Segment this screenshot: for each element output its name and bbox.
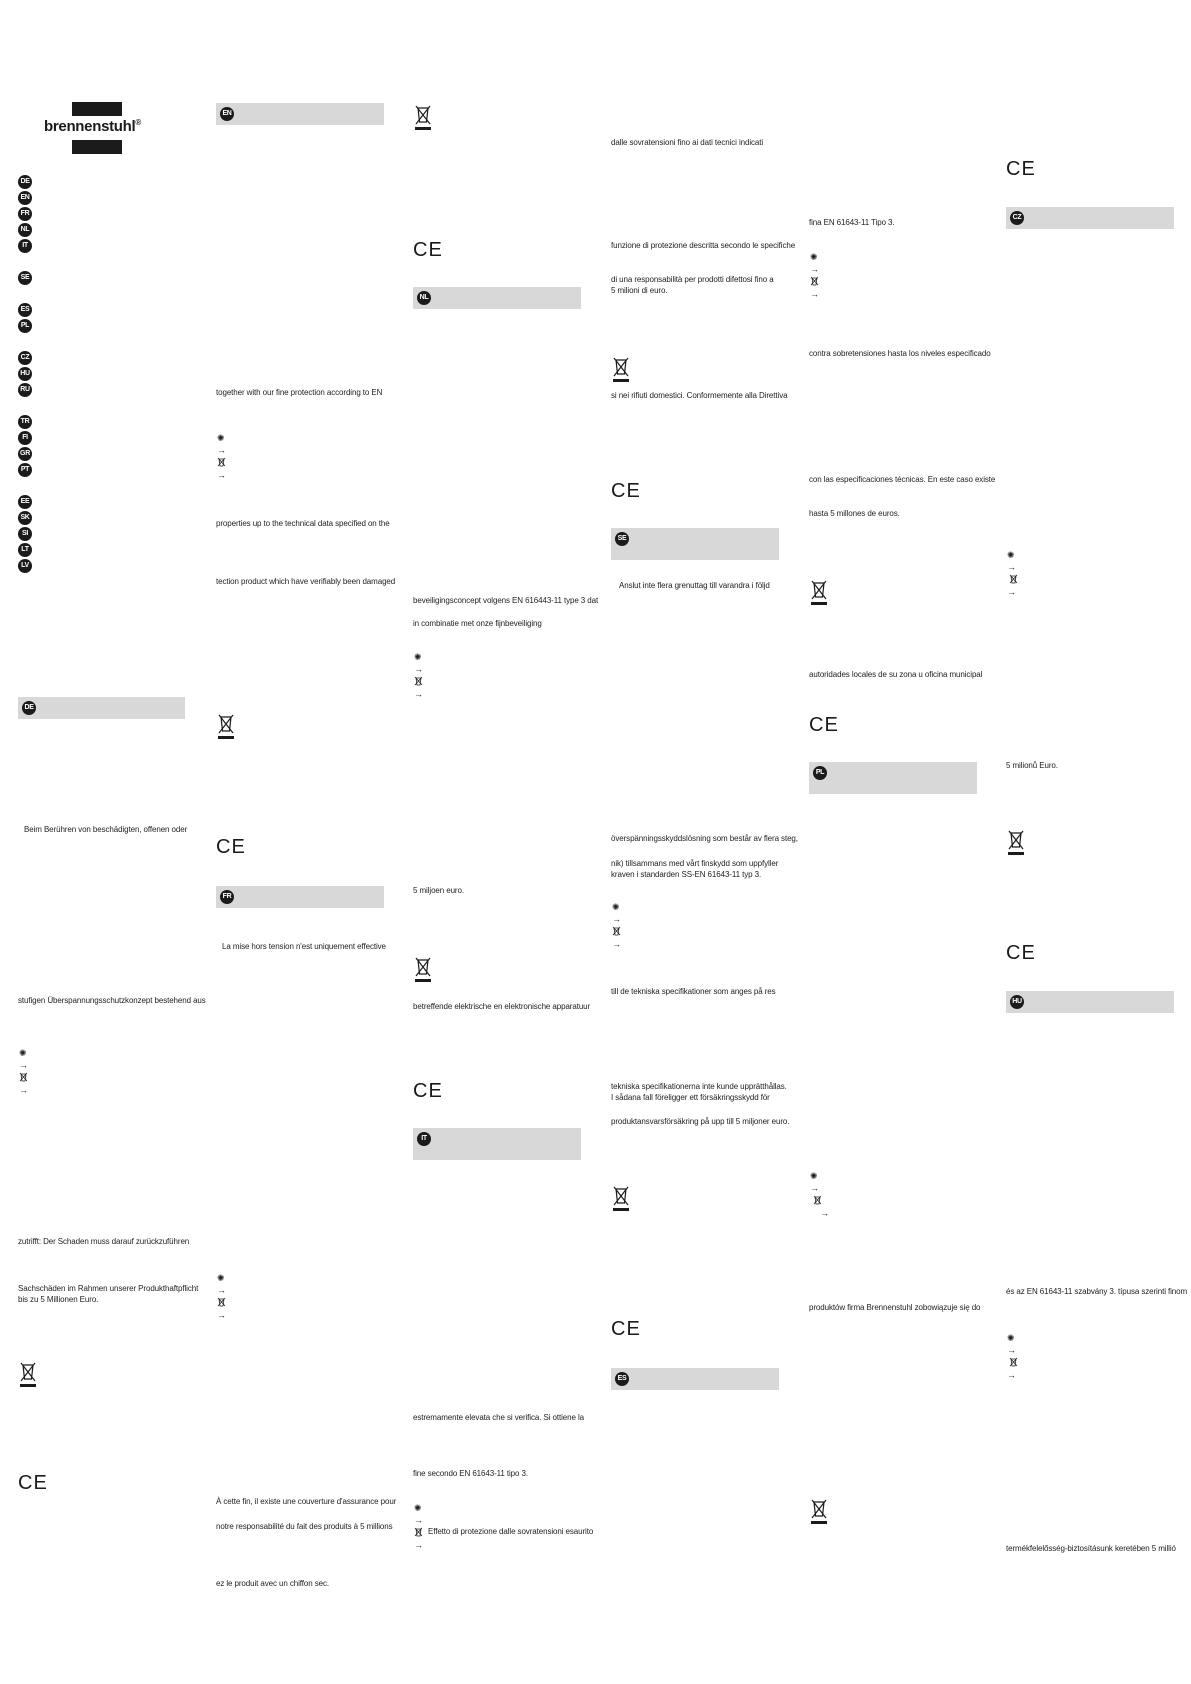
bulb-icon: ✺ <box>217 1273 225 1283</box>
pl-line-1: produktów firma Brennenstuhl zobowiązuje się do <box>809 1303 981 1312</box>
arrow-icon: → <box>1007 1345 1016 1355</box>
de-line-2: stufigen Überspannungsschutzkonzept bestehend aus <box>18 996 206 1005</box>
de-line-3: zutrifft: Der Schaden muss darauf zurückzuführen <box>18 1237 190 1246</box>
se-line-4: kraven i standarden SS-EN 61643-11 typ 3. <box>611 870 762 879</box>
ce-mark-icon: CE <box>216 836 246 858</box>
section-badge-it: IT <box>417 1132 431 1146</box>
section-header-en <box>216 103 384 125</box>
brand-logo <box>44 102 160 154</box>
lang-badge-tr[interactable]: TR <box>18 415 32 429</box>
fr-line-1: La mise hors tension n'est uniquement effective <box>222 942 386 951</box>
it-line-7: fine secondo EN 61643-11 tipo 3. <box>413 1469 528 1478</box>
section-badge-de: DE <box>22 701 36 715</box>
es-line-3: con las especificaciones técnicas. En este caso existe <box>809 475 996 484</box>
es-line-1: fina EN 61643-11 Tipo 3. <box>809 218 895 227</box>
lang-badge-de[interactable]: DE <box>18 175 32 189</box>
crossed-out-bin-icon <box>414 1527 423 1537</box>
crossed-out-bin-icon <box>1009 574 1018 584</box>
lang-badge-pl[interactable]: PL <box>18 319 32 333</box>
arrow-icon: → <box>612 914 621 924</box>
arrow-icon: → <box>414 1540 423 1550</box>
arrow-icon: → <box>810 264 819 274</box>
section-badge-pl: PL <box>813 766 827 780</box>
it-line-1: dalle sovratensioni fino ai dati tecnici indicati <box>611 138 764 147</box>
ce-mark-icon: CE <box>413 239 443 261</box>
lang-badge-si[interactable]: SI <box>18 527 32 541</box>
lang-badge-fi[interactable]: FI <box>18 431 32 445</box>
ce-mark-icon: CE <box>1006 942 1036 964</box>
bulb-icon: ✺ <box>414 652 422 662</box>
lang-badge-ee[interactable]: EE <box>18 495 32 509</box>
weee-bin-icon <box>18 1360 38 1388</box>
es-line-5: autoridades locales de su zona u oficina municipal <box>809 670 983 679</box>
arrow-icon: → <box>414 664 423 674</box>
it-line-5: si nei rifiuti domestici. Conformemente alla Direttiva <box>611 391 788 400</box>
arrow-icon: → <box>217 1285 226 1295</box>
it-line-4: 5 milioni di euro. <box>611 286 668 295</box>
se-line-3: nik) tillsammans med vårt finskydd som uppfyller <box>611 859 779 868</box>
section-header-it <box>413 1128 581 1160</box>
section-header-pl <box>809 762 977 794</box>
nl-line-3: 5 miljoen euro. <box>413 886 464 895</box>
fr-line-2: À cette fin, il existe une couverture d'assurance pour <box>216 1497 397 1506</box>
weee-bin-icon <box>809 1497 829 1525</box>
ce-mark-icon: CE <box>611 480 641 502</box>
section-header-cz <box>1006 207 1174 229</box>
section-header-fr <box>216 886 384 908</box>
section-header-es <box>611 1368 779 1390</box>
se-line-7: I sådana fall föreligger ett försäkringsskydd för <box>611 1093 770 1102</box>
arrow-icon: → <box>217 445 226 455</box>
se-line-2: överspänningsskyddslösning som består av flera steg, <box>611 834 798 843</box>
ce-mark-icon: CE <box>809 714 839 736</box>
en-line-3: tection product which have verifiably been damaged <box>216 577 396 586</box>
bulb-icon: ✺ <box>1007 550 1015 560</box>
weee-bin-icon <box>611 1184 631 1212</box>
arrow-icon: → <box>1007 1370 1016 1380</box>
lang-badge-se[interactable]: SE <box>18 271 32 285</box>
bulb-icon: ✺ <box>1007 1333 1015 1343</box>
weee-bin-icon <box>1006 828 1026 856</box>
en-line-2: properties up to the technical data specified on the <box>216 519 390 528</box>
lang-badge-ru[interactable]: RU <box>18 383 32 397</box>
bulb-icon: ✺ <box>217 433 225 443</box>
crossed-out-bin-icon <box>612 926 621 936</box>
cz-line-1: 5 milionů Euro. <box>1006 761 1058 770</box>
section-badge-es: ES <box>615 1372 629 1386</box>
arrow-icon: → <box>19 1060 28 1070</box>
lang-badge-es[interactable]: ES <box>18 303 32 317</box>
crossed-out-bin-icon <box>813 1195 822 1205</box>
arrow-icon: → <box>217 1310 226 1320</box>
lang-badge-pt[interactable]: PT <box>18 463 32 477</box>
section-badge-en: EN <box>220 107 234 121</box>
it-line-3: di una responsabilità per prodotti difettosi fino a <box>611 275 774 284</box>
bulb-icon: ✺ <box>414 1503 422 1513</box>
arrow-icon: → <box>820 1208 829 1218</box>
section-header-se <box>611 528 779 560</box>
lang-badge-en[interactable]: EN <box>18 191 32 205</box>
crossed-out-bin-icon <box>414 676 423 686</box>
ce-mark-icon: CE <box>611 1318 641 1340</box>
section-badge-nl: NL <box>417 291 431 305</box>
ce-mark-icon: CE <box>1006 158 1036 180</box>
section-badge-fr: FR <box>220 890 234 904</box>
arrow-icon: → <box>414 1515 423 1525</box>
weee-bin-icon <box>413 103 433 131</box>
it-line-2: funzione di protezione descritta secondo le specifiche <box>611 241 796 250</box>
weee-bin-icon <box>611 355 631 383</box>
se-line-1: Anslut inte flera grenuttag till varandra i följd <box>619 581 770 590</box>
lang-badge-gr[interactable]: GR <box>18 447 32 461</box>
arrow-icon: → <box>19 1085 28 1095</box>
nl-line-4: betreffende elektrische en elektronische apparatuur <box>413 1002 591 1011</box>
lang-badge-hu[interactable]: HU <box>18 367 32 381</box>
lang-badge-it[interactable]: IT <box>18 239 32 253</box>
fr-line-3: notre responsabilité du fait des produits à 5 millions <box>216 1522 393 1531</box>
crossed-out-bin-icon <box>810 276 819 286</box>
bulb-icon: ✺ <box>612 902 620 912</box>
se-line-5: till de tekniska specifikationer som anges på res <box>611 987 776 996</box>
brand-name: brennenstuhl <box>44 118 136 135</box>
fr-line-4: ez le produit avec un chiffon sec. <box>216 1579 329 1588</box>
bulb-icon: ✺ <box>810 1171 818 1181</box>
lang-badge-nl[interactable]: NL <box>18 223 32 237</box>
arrow-icon: → <box>1007 587 1016 597</box>
nl-line-1: beveiligingsconcept volgens EN 616443-11 type 3 dat <box>413 596 599 605</box>
hu-line-2: termékfelelősség-biztosításunk keretében 5 millió <box>1006 1544 1176 1553</box>
arrow-icon: → <box>1007 562 1016 572</box>
de-line-5: bis zu 5 Millionen Euro. <box>18 1295 99 1304</box>
ce-mark-icon: CE <box>413 1080 443 1102</box>
brand-registered-mark: ® <box>135 118 142 127</box>
it-line-8: Effetto di protezione dalle sovratensioni esaurito <box>428 1527 594 1536</box>
crossed-out-bin-icon <box>1009 1357 1018 1367</box>
brand-wordmark <box>44 118 141 135</box>
lang-badge-fr[interactable]: FR <box>18 207 32 221</box>
it-line-6: estremamente elevata che si verifica. Si ottiene la <box>413 1413 584 1422</box>
lang-badge-lv[interactable]: LV <box>18 559 32 573</box>
de-line-1: Beim Berühren von beschädigten, offenen oder <box>24 825 188 834</box>
logo-bar-bottom <box>72 140 122 154</box>
bulb-icon: ✺ <box>810 252 818 262</box>
nl-line-2: in combinatie met onze fijnbeveiliging <box>413 619 542 628</box>
section-badge-cz: CZ <box>1010 211 1024 225</box>
lang-badge-cz[interactable]: CZ <box>18 351 32 365</box>
section-header-nl <box>413 287 581 309</box>
arrow-icon: → <box>217 470 226 480</box>
ce-mark-icon: CE <box>18 1472 48 1494</box>
weee-bin-icon <box>216 712 236 740</box>
section-badge-se: SE <box>615 532 629 546</box>
de-line-4: Sachschäden im Rahmen unserer Produkthaftpflicht <box>18 1284 199 1293</box>
es-line-2: contra sobretensiones hasta los niveles especificado <box>809 349 991 358</box>
en-line-1: together with our fine protection according to EN <box>216 388 383 397</box>
section-header-de <box>18 697 185 719</box>
es-line-4: hasta 5 millones de euros. <box>809 509 900 518</box>
se-line-8: produktansvarsförsäkring på upp till 5 miljoner euro. <box>611 1117 790 1126</box>
arrow-icon: → <box>414 689 423 699</box>
arrow-icon: → <box>810 289 819 299</box>
crossed-out-bin-icon <box>217 457 226 467</box>
crossed-out-bin-icon <box>217 1297 226 1307</box>
arrow-icon: → <box>810 1183 819 1193</box>
arrow-icon: → <box>612 939 621 949</box>
section-header-hu <box>1006 991 1174 1013</box>
crossed-out-bin-icon <box>19 1072 28 1082</box>
weee-bin-icon <box>809 578 829 606</box>
hu-line-1: és az EN 61643-11 szabvány 3. típusa szerinti finom <box>1006 1287 1188 1296</box>
lang-badge-lt[interactable]: LT <box>18 543 32 557</box>
section-badge-hu: HU <box>1010 995 1024 1009</box>
weee-bin-icon <box>413 955 433 983</box>
bulb-icon: ✺ <box>19 1048 27 1058</box>
lang-badge-sk[interactable]: SK <box>18 511 32 525</box>
logo-bar-top <box>72 102 122 116</box>
se-line-6: tekniska specifikationerna inte kunde upprätthållas. <box>611 1082 787 1091</box>
